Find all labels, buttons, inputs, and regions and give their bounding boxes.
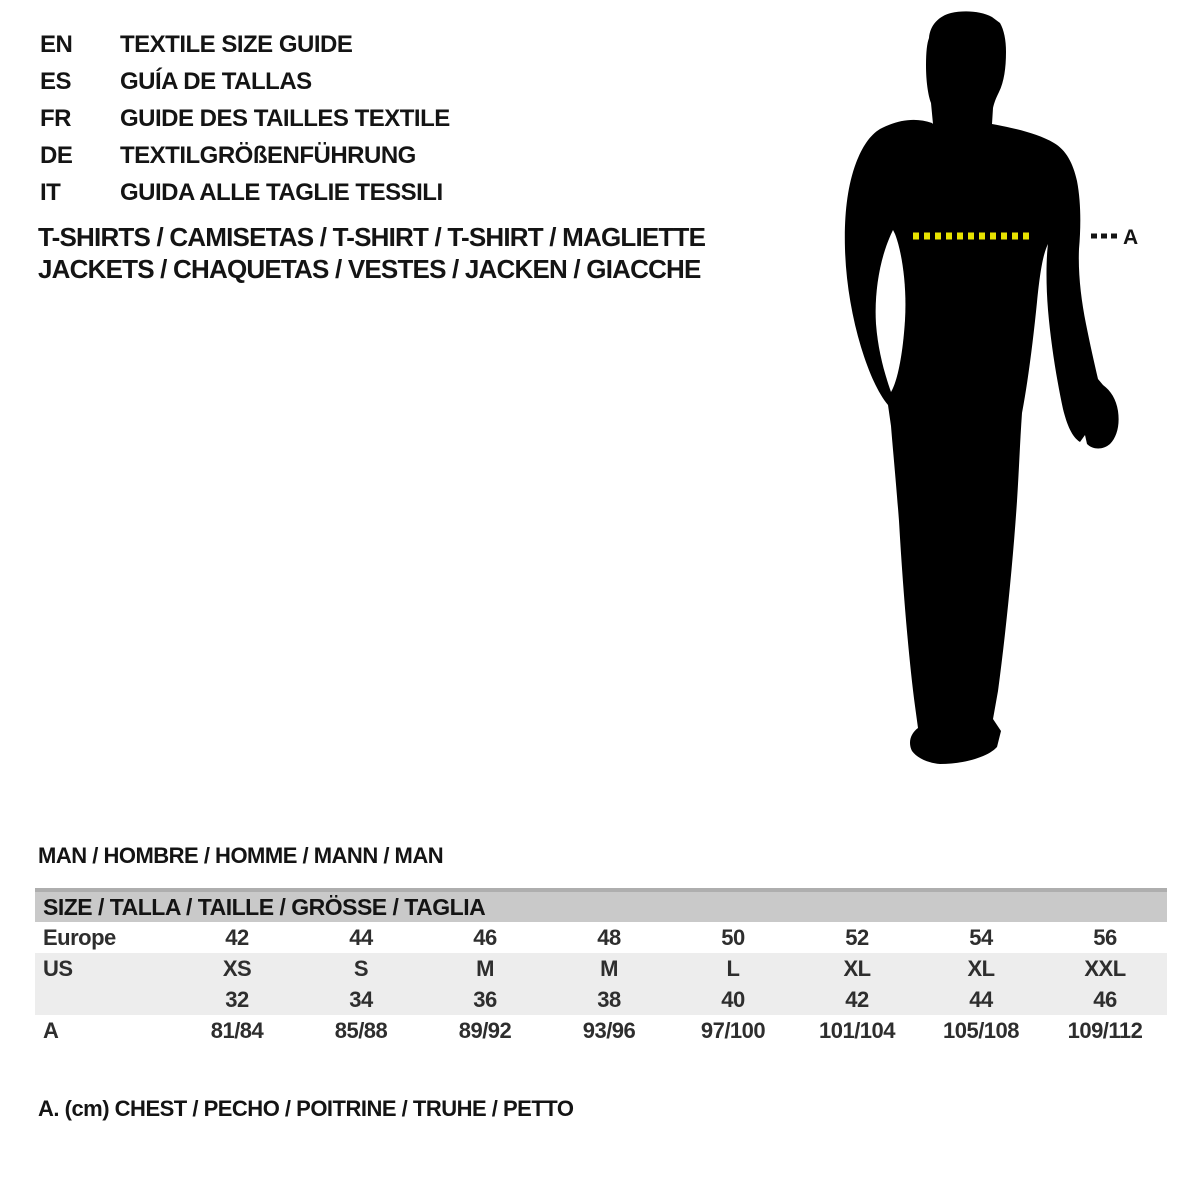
size-cell: M <box>600 955 618 981</box>
language-code: EN <box>40 30 73 58</box>
size-cell: 38 <box>597 986 621 1012</box>
language-title: GUIDA ALLE TAGLIE TESSILI <box>120 178 443 206</box>
size-cell: 50 <box>721 924 745 950</box>
size-cell: 97/100 <box>700 1017 766 1043</box>
size-table <box>35 888 1167 1046</box>
size-cell: 44 <box>969 986 993 1012</box>
row-label: US <box>43 955 73 981</box>
size-cell: 56 <box>1093 924 1117 950</box>
table-header: SIZE / TALLA / TAILLE / GRÖSSE / TAGLIA <box>35 888 1167 922</box>
section-title-man: MAN / HOMBRE / HOMME / MANN / MAN <box>38 843 444 868</box>
size-cell: 36 <box>473 986 497 1012</box>
table-row-chest-a <box>35 1015 1167 1046</box>
category-line-tshirts: T-SHIRTS / CAMISETAS / T-SHIRT / T-SHIRT / MAGLIETTE <box>38 222 706 252</box>
table-row-europe <box>35 922 1167 953</box>
language-row <box>40 100 450 137</box>
language-code: IT <box>40 178 61 206</box>
language-row <box>40 174 450 211</box>
size-cell: 40 <box>721 986 745 1012</box>
size-cell: 89/92 <box>458 1017 512 1043</box>
row-label: A <box>43 1017 59 1043</box>
size-cell: 44 <box>349 924 373 950</box>
size-cell: 42 <box>225 924 249 950</box>
row-label: Europe <box>43 924 116 950</box>
man-silhouette <box>845 11 1119 764</box>
size-cell: XS <box>222 955 252 981</box>
man-silhouette-figure <box>820 0 1160 780</box>
size-cell: XL <box>843 955 871 981</box>
size-cell: 54 <box>969 924 993 950</box>
size-cell: 93/96 <box>582 1017 636 1043</box>
language-row <box>40 63 450 100</box>
size-cell: XXL <box>1084 955 1126 981</box>
language-code: DE <box>40 141 73 169</box>
size-cell: 32 <box>225 986 249 1012</box>
size-cell: 46 <box>1093 986 1117 1012</box>
man-silhouette-svg <box>820 0 1160 780</box>
size-cell: 42 <box>845 986 869 1012</box>
category-line-jackets: JACKETS / CHAQUETAS / VESTES / JACKEN / GIACCHE <box>38 254 701 284</box>
size-cell: M <box>476 955 494 981</box>
size-cell: 101/104 <box>818 1017 896 1043</box>
language-title: GUIDE DES TAILLES TEXTILE <box>120 104 450 132</box>
size-cell: 81/84 <box>210 1017 264 1043</box>
size-cell: 52 <box>845 924 869 950</box>
language-title: TEXTILGRÖßENFÜHRUNG <box>120 141 416 169</box>
measure-label-a: A <box>1123 226 1139 249</box>
table-row-numeric <box>35 984 1167 1015</box>
product-categories <box>38 221 705 285</box>
language-code: FR <box>40 104 71 132</box>
size-cell: 34 <box>349 986 373 1012</box>
size-cell: 48 <box>597 924 621 950</box>
language-row <box>40 137 450 174</box>
language-code: ES <box>40 67 72 95</box>
size-cell: L <box>726 955 740 981</box>
language-title: GUÍA DE TALLAS <box>120 67 312 95</box>
language-title: TEXTILE SIZE GUIDE <box>120 30 353 58</box>
size-cell: 109/112 <box>1067 1017 1143 1043</box>
size-cell: XL <box>967 955 995 981</box>
language-list <box>40 26 450 211</box>
size-cell: 85/88 <box>334 1017 388 1043</box>
size-cell: S <box>353 955 369 981</box>
language-row <box>40 26 450 63</box>
table-row-us <box>35 953 1167 984</box>
size-cell: 105/108 <box>942 1017 1020 1043</box>
measurement-footnote: A. (cm) CHEST / PECHO / POITRINE / TRUHE / PETTO <box>38 1096 574 1121</box>
size-cell: 46 <box>473 924 497 950</box>
